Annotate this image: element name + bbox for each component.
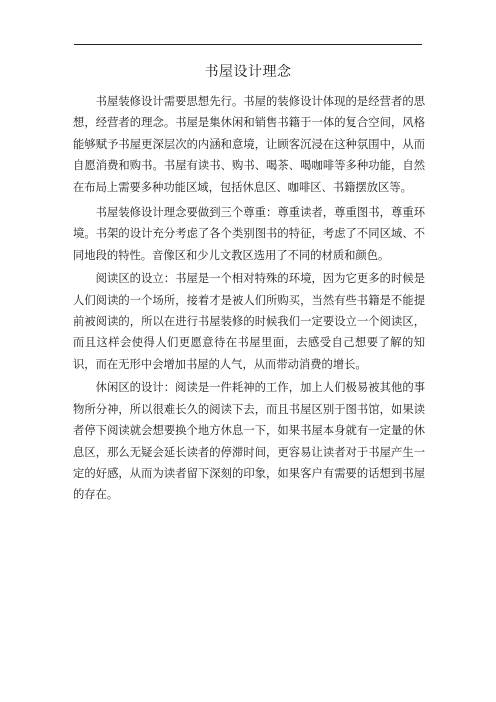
paragraph-three-respects: 书屋装修设计理念要做到三个尊重：尊重读者，尊重图书，尊重环境。书架的设计充分考虑了各个类别图书的特征，考虑了不同区域、不同地段的特性。音像区和少儿文教区选用了不同的材质和颜色。 bbox=[73, 206, 425, 262]
document-body bbox=[73, 91, 425, 508]
paragraph-reading-area: 阅读区的设立：书屋是一个相对特殊的环境，因为它更多的时候是人们阅读的一个场所，接着才是被人们所购买，当然有些书籍是不能提前被阅读的，所以在进行书屋装修的时候我们一定要设立一个阅读区，而且这样会使得人们更愿意待在书屋里面，去感受自己想要了解的知识，而在无形中会增加书屋的人气，从而带动消费的增长。 bbox=[73, 272, 425, 371]
header-rule bbox=[74, 44, 422, 45]
paragraph-intro: 书屋装修设计需要思想先行。书屋的装修设计体现的是经营者的思想，经营者的理念。书屋是集休闲和销售书籍于一体的复合空间，风格能够赋予书屋更深层次的内涵和意境，让顾客沉浸在这种氛围中，从而自愿消费和购书。书屋有读书、购书、喝茶、喝咖啡等多种功能，自然在布局上需要多种功能区域，包括休息区、咖啡区、书籍摆放区等。 bbox=[73, 95, 425, 194]
document-title: 书屋设计理念 bbox=[204, 64, 292, 80]
paragraph-leisure-area: 休闲区的设计：阅读是一件耗神的工作，加上人们极易被其他的事物所分神，所以很难长久的阅读下去，而且书屋区别于图书馆，如果读者停下阅读就会想要换个地方休息一下，如果书屋本身就有一定量的休息区，那么无疑会延长读者的停滞时间，更容易让读者对于书屋产生一定的好感，从而为读者留下深刻的印象，如果客户有需要的话想到书屋的存在。 bbox=[73, 381, 425, 502]
